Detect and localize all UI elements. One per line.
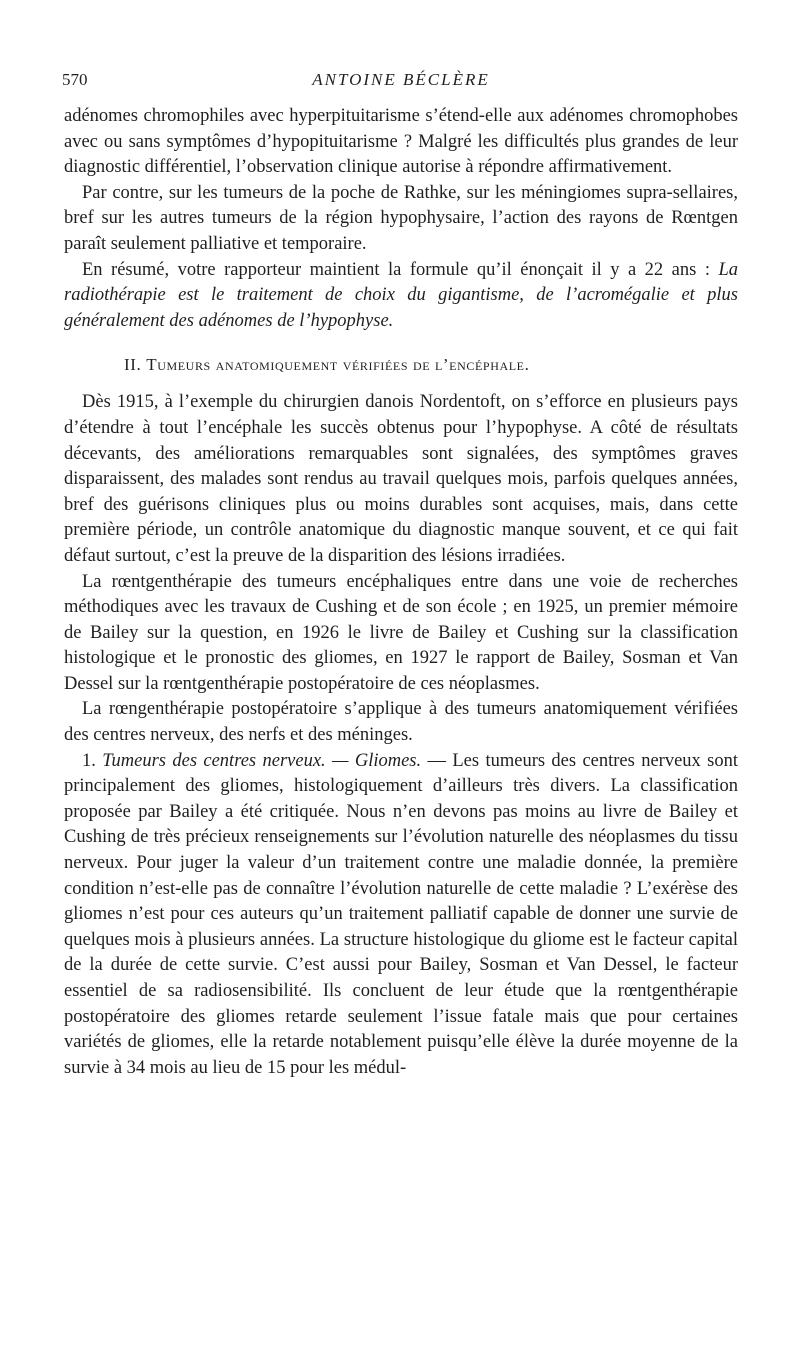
paragraph-2: Par contre, sur les tumeurs de la poche de Rathke, sur les méningiomes supra-sellaires, bref sur les autres tumeurs de la région hypophysaire, l’action des rayons de Rœntgen paraît seulement palliative et temporaire. [64, 182, 738, 254]
paragraph-3 [64, 258, 738, 335]
paragraph-4: Dès 1915, à l’exemple du chirurgien danois Nordentoft, on s’efforce en plusieurs pays d’étendre à tout l’encéphale les succès obtenus pour l’hypophyse. A côté de résultats décevants, des améliorations remarquables sont signalées, des symptômes graves disparaissent, des malades sont rendus au travail quelques mois, parfois quelques années, bref des guérisons cliniques plus ou moins durables sont acquises, mais, dans cette première période, un contrôle anatomique du diagnostic manque souvent, et ce qui fait défaut surtout, c’est la preuve de la disparition des lésions irradiées. [64, 392, 738, 566]
paragraph-1: adénomes chromophiles avec hyperpituitarisme s’étend-elle aux adénomes chromophobes avec ou sans symptômes d’hypopituitarisme ? Malgré les difficultés plus grandes de leur diagnostic différentiel, l’observation clinique autorise à répondre affirmativement. [64, 106, 738, 178]
section-heading [64, 352, 738, 378]
paragraph-3-italic-quote: La radiothérapie est le traitement de choix du gigantisme, de l’acromégalie et plus généralement des adénomes de l’hypophyse. [64, 259, 738, 331]
document-page [64, 64, 738, 1081]
paragraph-7-subheading: Tumeurs des centres nerveux. — Gliomes. [102, 750, 422, 771]
section-title: Tumeurs anatomiquement vérifiées de l’encéphale. [146, 355, 530, 375]
page-number: 570 [62, 70, 88, 89]
paragraph-7-text: — Les tumeurs des centres nerveux sont principalement des gliomes, histologiquement d’ailleurs très divers. La classification proposée par Bailey a été critiquée. Nous n’en devons pas moins au livre de Bailey et Cushing de très précieux renseignements sur l’évolution naturelle des néoplasmes du tissu nerveux. Pour juger la valeur d’un traitement contre une maladie donnée, la première condition n’est-elle pas de connaître l’évolution naturelle de cette maladie ? L’exérèse des gliomes n’est pour ces auteurs qu’un traitement palliatif capable de donner une survie de quelques mois à plusieurs années. La structure histologique du gliome est le facteur capital de la durée de cette survie. C’est aussi pour Bailey, Sosman et Van Dessel, le facteur essentiel de sa radiosensibilité. Ils concluent de leur étude que la rœntgenthérapie postopératoire des gliomes retarde seulement l’issue fatale mais que pour certaines variétés de gliomes, elle la retarde notablement puisqu’elle élève la durée moyenne de la survie à 34 mois au lieu de 15 pour les médul- [64, 750, 739, 1078]
running-title: ANTOINE BÉCLÈRE [312, 70, 490, 89]
paragraph-6: La rœngenthérapie postopératoire s’applique à des tumeurs anatomiquement vérifiées des centres nerveux, des nerfs et des méninges. [64, 699, 738, 746]
paragraph-7 [64, 749, 738, 1082]
paragraph-7-number: 1. [82, 750, 103, 771]
page-header [64, 64, 738, 92]
section-number: II. [124, 355, 142, 375]
paragraph-3-text: En résumé, votre rapporteur maintient la formule qu’il énonçait il y a 22 ans : [82, 259, 719, 280]
paragraph-5: La rœntgenthérapie des tumeurs encéphaliques entre dans une voie de recherches méthodiques avec les travaux de Cushing et de son école ; en 1925, un premier mémoire de Bailey sur la question, en 1926 le livre de Bailey et Cushing sur la classification histologique et le pronostic des gliomes, en 1927 le rapport de Bailey, Sosman et Van Dessel sur la rœntgenthérapie postopératoire de ces néoplasmes. [64, 571, 738, 694]
